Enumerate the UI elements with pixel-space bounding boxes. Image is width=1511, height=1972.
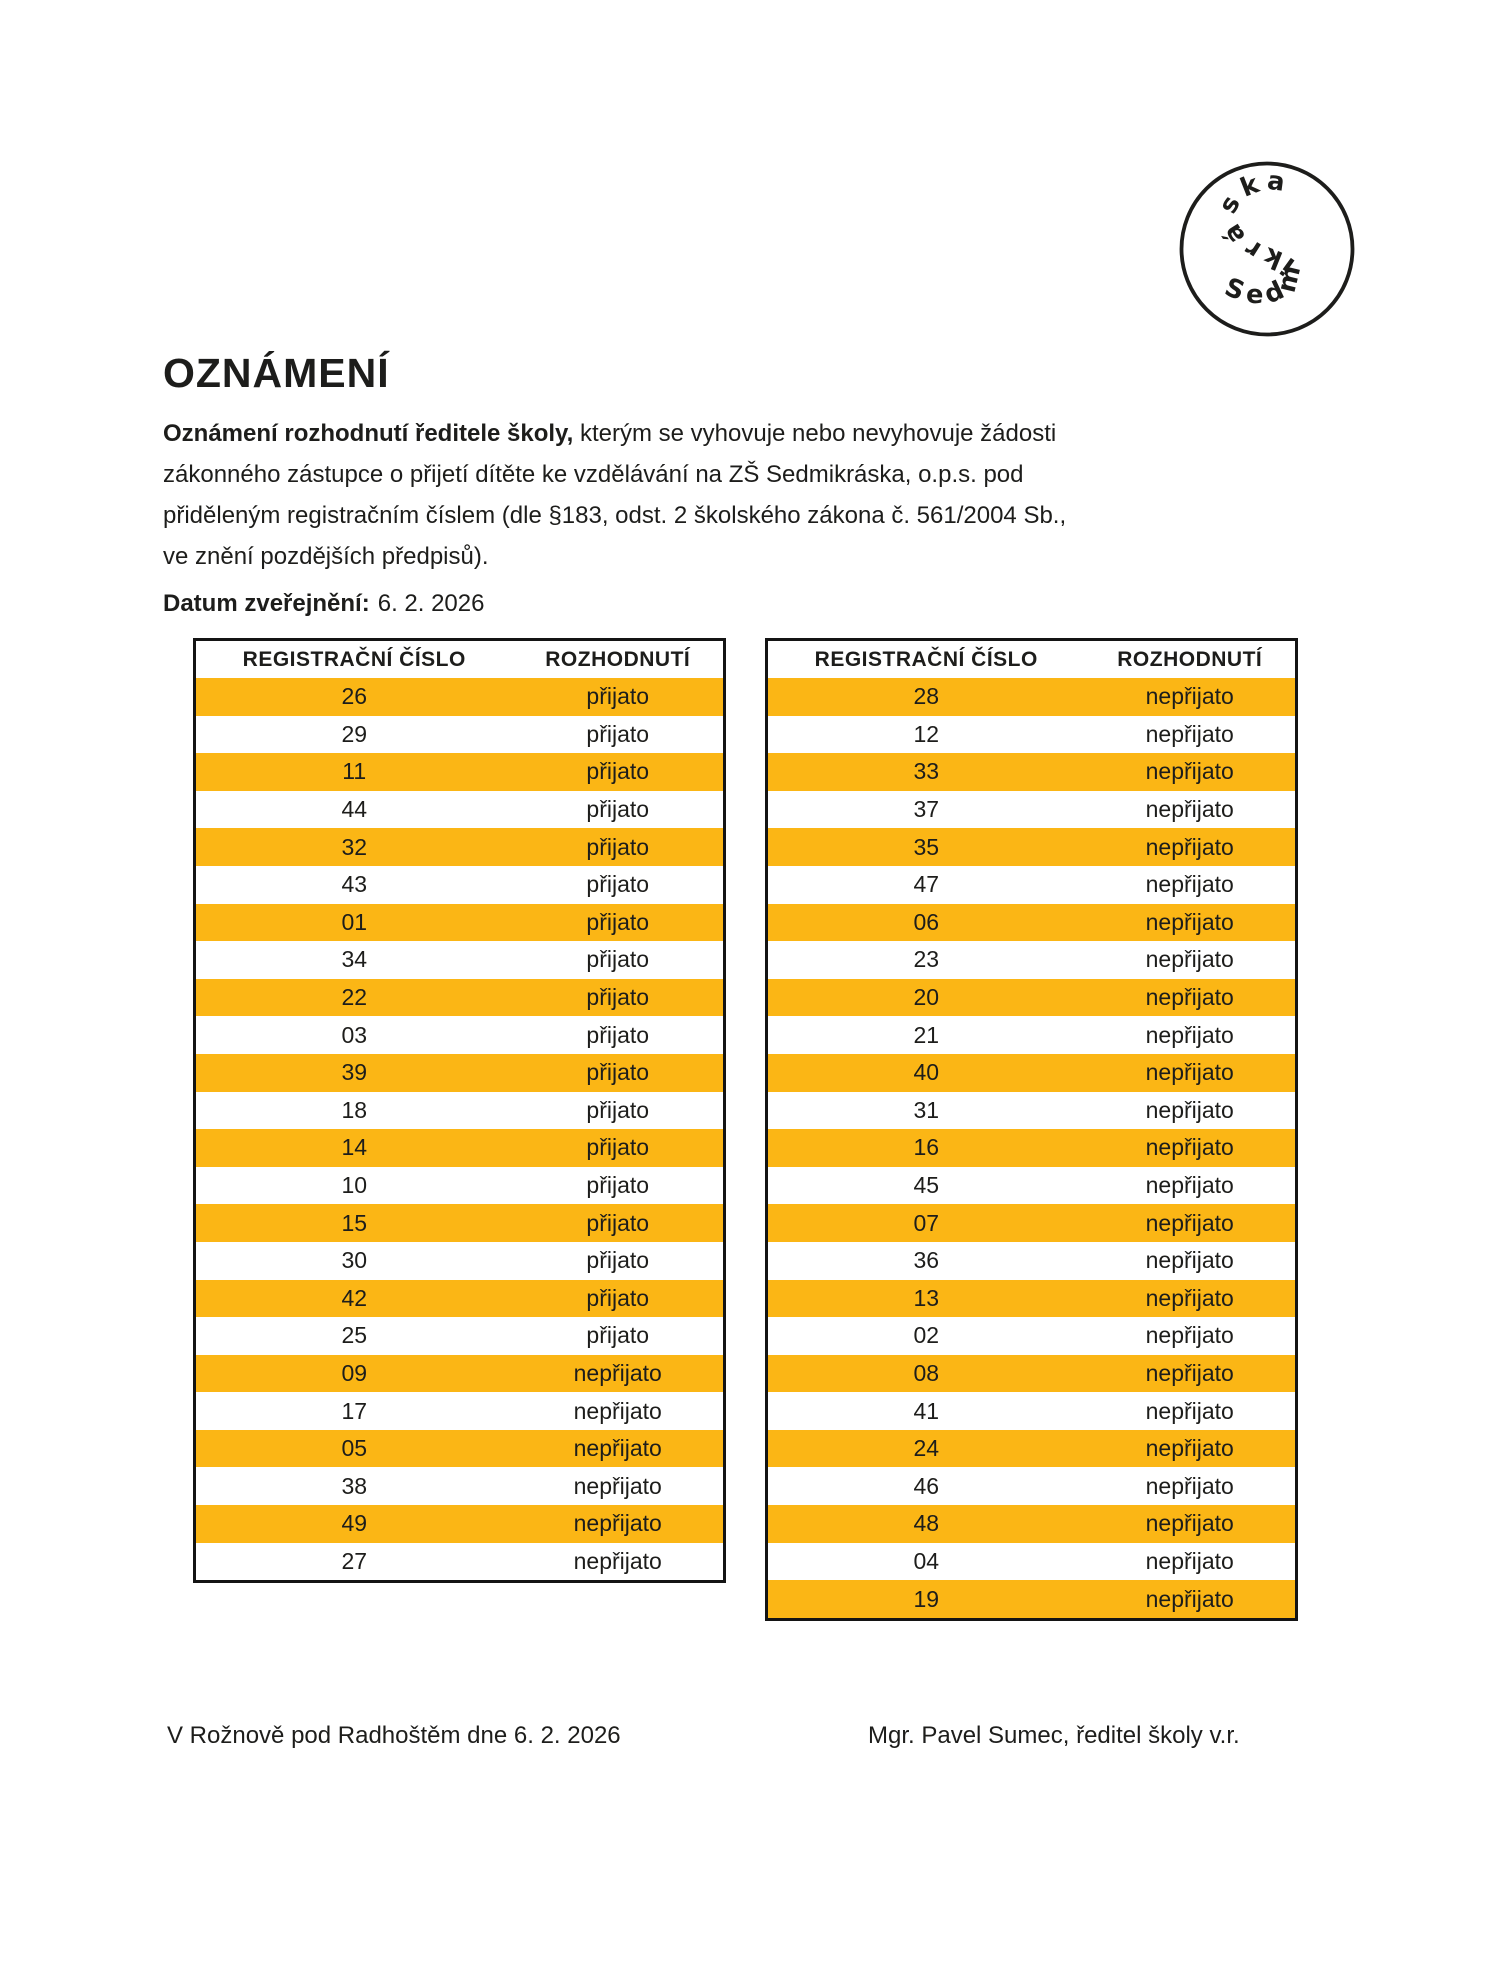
decision-value: přijato (586, 984, 650, 1011)
decision-value: nepřijato (1145, 758, 1234, 785)
table-row (195, 1543, 725, 1582)
table-row (767, 1430, 1297, 1468)
header-decision: ROZHODNUTÍ (513, 640, 725, 679)
registration-number: 49 (341, 1510, 368, 1537)
page-title: OZNÁMENÍ (163, 350, 390, 396)
decision-value: přijato (586, 1021, 650, 1048)
registration-number: 03 (341, 1021, 368, 1048)
registration-number: 41 (913, 1397, 940, 1424)
table-row (195, 1355, 725, 1393)
decision-value: přijato (586, 1247, 650, 1274)
registration-number: 35 (913, 833, 940, 860)
decision-value: nepřijato (573, 1435, 662, 1462)
registration-number: 31 (913, 1096, 940, 1123)
decision-value: nepřijato (1145, 1059, 1234, 1086)
decision-value: nepřijato (1145, 1510, 1234, 1537)
table-row (195, 1016, 725, 1054)
registration-number: 23 (913, 946, 940, 973)
table-row (767, 979, 1297, 1017)
table-row (767, 1204, 1297, 1242)
intro-line-1 (163, 413, 1066, 454)
registration-number: 44 (341, 796, 368, 823)
decision-value: nepřijato (1145, 908, 1234, 935)
decision-value: nepřijato (573, 1359, 662, 1386)
decision-value: nepřijato (573, 1397, 662, 1424)
table-row (195, 828, 725, 866)
decision-value: nepřijato (1145, 1322, 1234, 1349)
publish-date (163, 590, 484, 618)
decision-value: nepřijato (1145, 796, 1234, 823)
table-row (767, 941, 1297, 979)
table-row (195, 1280, 725, 1318)
table-row (767, 1543, 1297, 1581)
registration-number: 10 (341, 1172, 368, 1199)
table-row (767, 1054, 1297, 1092)
decision-value: nepřijato (573, 1547, 662, 1574)
table-row (767, 1129, 1297, 1167)
table-row (767, 1280, 1297, 1318)
table-row (195, 1317, 725, 1355)
table-row (195, 716, 725, 754)
decision-table-right (765, 638, 1298, 1621)
registration-number: 13 (913, 1284, 940, 1311)
decision-value: přijato (586, 1059, 650, 1086)
decision-value: nepřijato (1145, 1134, 1234, 1161)
registration-number: 02 (913, 1322, 940, 1349)
registration-number: 27 (341, 1547, 368, 1574)
registration-number: 32 (341, 833, 368, 860)
table-row (195, 866, 725, 904)
registration-number: 39 (341, 1059, 368, 1086)
table-row (767, 1467, 1297, 1505)
decision-value: nepřijato (1145, 1585, 1234, 1612)
footer-place-date: V Rožnově pod Radhoštěm dne 6. 2. 2026 (167, 1722, 621, 1749)
registration-number: 30 (341, 1247, 368, 1274)
table-row (195, 1129, 725, 1167)
intro-line-2: zákonného zástupce o přijetí dítěte ke vzdělávání na ZŠ Sedmikráska, o.p.s. pod (163, 461, 1024, 488)
header-registration-number: REGISTRAČNÍ ČÍSLO (767, 640, 1085, 679)
decision-value: nepřijato (1145, 1096, 1234, 1123)
decision-value: nepřijato (1145, 683, 1234, 710)
table-row (767, 716, 1297, 754)
registration-number: 06 (913, 908, 940, 935)
logo-text: Sedmikráska (1213, 165, 1309, 311)
table-row (767, 1167, 1297, 1205)
decision-value: nepřijato (573, 1472, 662, 1499)
decision-value: nepřijato (1145, 720, 1234, 747)
table-row (195, 678, 725, 716)
school-logo-icon (1172, 154, 1362, 344)
header-registration-number: REGISTRAČNÍ ČÍSLO (195, 640, 513, 679)
school-logo (1172, 154, 1362, 344)
decision-value: přijato (586, 1284, 650, 1311)
registration-number: 01 (341, 908, 368, 935)
decision-value: nepřijato (1145, 1284, 1234, 1311)
registration-number: 26 (341, 683, 368, 710)
registration-number: 21 (913, 1021, 940, 1048)
header-decision: ROZHODNUTÍ (1085, 640, 1297, 679)
table-header-row (195, 640, 725, 679)
registration-number: 37 (913, 796, 940, 823)
intro-paragraph (163, 413, 1066, 577)
decision-value: přijato (586, 946, 650, 973)
registration-number: 24 (913, 1435, 940, 1462)
decision-table-left (193, 638, 726, 1583)
registration-number: 22 (341, 984, 368, 1011)
registration-number: 11 (342, 758, 367, 785)
decision-value: nepřijato (1145, 1247, 1234, 1274)
decision-value: nepřijato (1145, 984, 1234, 1011)
table-row (195, 941, 725, 979)
decision-value: nepřijato (1145, 1209, 1234, 1236)
table-row (195, 791, 725, 829)
intro-line-3: přiděleným registračním číslem (dle §183, odst. 2 školského zákona č. 561/2004 Sb., (163, 502, 1067, 529)
registration-number: 36 (913, 1247, 940, 1274)
table-row (195, 753, 725, 791)
registration-number: 34 (341, 946, 368, 973)
registration-number: 40 (913, 1059, 940, 1086)
decision-value: přijato (586, 796, 650, 823)
table-header-row (767, 640, 1297, 679)
table-row (767, 866, 1297, 904)
registration-number: 09 (341, 1359, 368, 1386)
decision-value: přijato (586, 1209, 650, 1236)
decision-value: nepřijato (1145, 1397, 1234, 1424)
registration-number: 18 (341, 1096, 368, 1123)
table-row (195, 1430, 725, 1468)
decision-value: nepřijato (1145, 1472, 1234, 1499)
decision-value: nepřijato (1145, 833, 1234, 860)
decision-value: přijato (586, 683, 650, 710)
table-row (767, 791, 1297, 829)
table-row (195, 1167, 725, 1205)
table-row (767, 678, 1297, 716)
table-row (767, 1392, 1297, 1430)
decision-value: přijato (586, 908, 650, 935)
table-row (767, 753, 1297, 791)
registration-number: 38 (341, 1472, 368, 1499)
registration-number: 07 (913, 1209, 940, 1236)
decision-value: nepřijato (1145, 1021, 1234, 1048)
registration-number: 43 (341, 871, 368, 898)
registration-number: 33 (913, 758, 940, 785)
publish-date-label: Datum zveřejnění: (163, 590, 370, 617)
registration-number: 19 (913, 1585, 940, 1612)
registration-number: 25 (341, 1322, 368, 1349)
table-row (767, 1505, 1297, 1543)
intro-line-1-rest: kterým se vyhovuje nebo nevyhovuje žádosti (573, 420, 1057, 447)
registration-number: 14 (341, 1134, 368, 1161)
table-row (195, 1505, 725, 1543)
table-row (767, 1092, 1297, 1130)
table-row (767, 1317, 1297, 1355)
registration-number: 16 (913, 1134, 940, 1161)
decision-value: přijato (586, 758, 650, 785)
decision-value: nepřijato (573, 1510, 662, 1537)
table-row (195, 1392, 725, 1430)
decision-value: přijato (586, 1322, 650, 1349)
decision-value: přijato (586, 833, 650, 860)
decision-value: nepřijato (1145, 871, 1234, 898)
table-row (195, 904, 725, 942)
table-row (767, 1355, 1297, 1393)
table-row (767, 1016, 1297, 1054)
registration-number: 04 (913, 1547, 940, 1574)
table-row (195, 1467, 725, 1505)
decision-value: přijato (586, 720, 650, 747)
intro-lead-bold: Oznámení rozhodnutí ředitele školy, (163, 420, 574, 447)
registration-number: 15 (341, 1209, 368, 1236)
table-row (195, 1242, 725, 1280)
registration-number: 12 (913, 720, 940, 747)
table-row (767, 1580, 1297, 1619)
registration-number: 20 (913, 984, 940, 1011)
registration-number: 47 (913, 871, 940, 898)
table-row (195, 1054, 725, 1092)
decision-value: nepřijato (1145, 946, 1234, 973)
table-row (767, 828, 1297, 866)
decision-value: nepřijato (1145, 1359, 1234, 1386)
decision-value: nepřijato (1145, 1172, 1234, 1199)
registration-number: 46 (913, 1472, 940, 1499)
decision-value: nepřijato (1145, 1547, 1234, 1574)
footer-signature: Mgr. Pavel Sumec, ředitel školy v.r. (868, 1722, 1240, 1749)
registration-number: 28 (913, 683, 940, 710)
registration-number: 05 (341, 1435, 368, 1462)
registration-number: 29 (341, 720, 368, 747)
registration-number: 45 (913, 1172, 940, 1199)
registration-number: 17 (341, 1397, 368, 1424)
registration-number: 48 (913, 1510, 940, 1537)
decision-value: přijato (586, 1134, 650, 1161)
table-row (195, 1204, 725, 1242)
table-row (767, 904, 1297, 942)
decision-value: přijato (586, 871, 650, 898)
table-row (195, 979, 725, 1017)
decision-value: přijato (586, 1172, 650, 1199)
intro-line-4: ve znění pozdějších předpisů). (163, 543, 489, 570)
registration-number: 42 (341, 1284, 368, 1311)
table-row (767, 1242, 1297, 1280)
table-row (195, 1092, 725, 1130)
decision-value: přijato (586, 1096, 650, 1123)
publish-date-value: 6. 2. 2026 (377, 590, 485, 617)
decision-value: nepřijato (1145, 1435, 1234, 1462)
registration-number: 08 (913, 1359, 940, 1386)
